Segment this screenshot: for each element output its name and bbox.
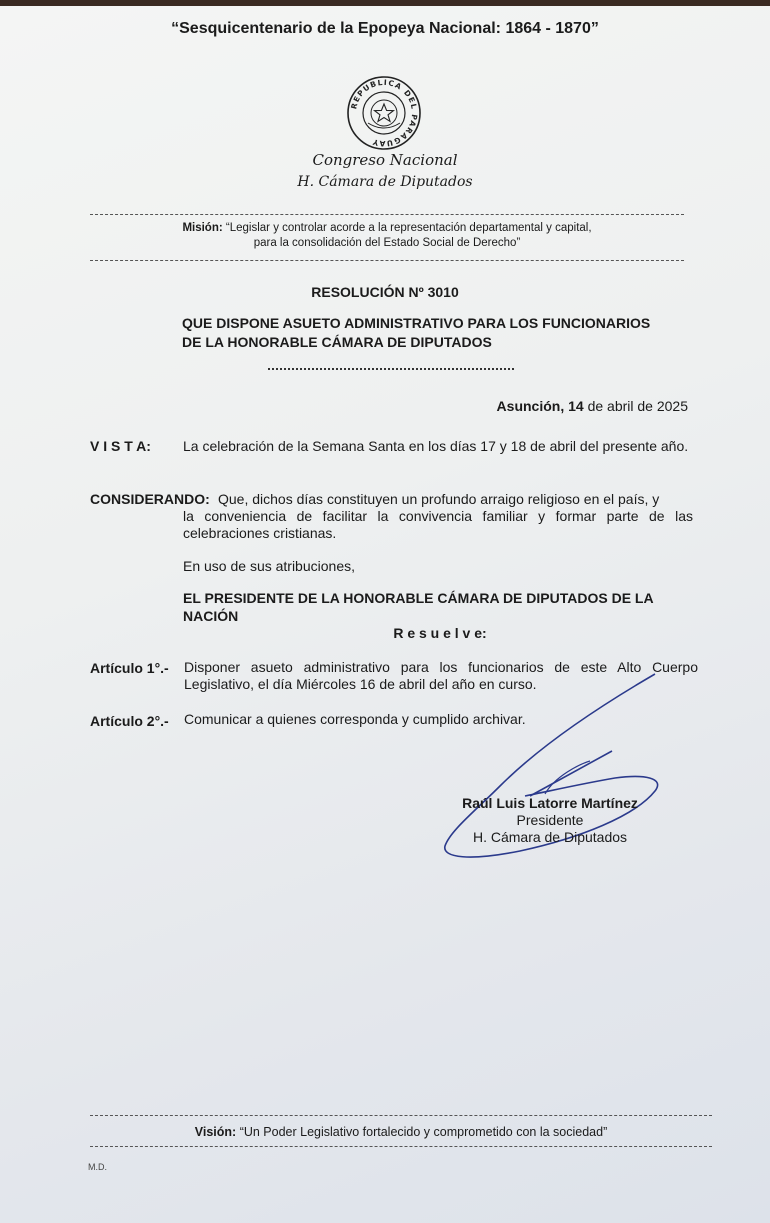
articulo2-label: Artículo 2°.- — [90, 713, 169, 729]
articulo2-text: Comunicar a quienes corresponda y cumplido archivar. — [184, 711, 526, 727]
resolution-number: RESOLUCIÓN Nº 3010 — [311, 284, 459, 300]
mission-label: Misión: — [182, 222, 223, 234]
mission-line1: “Legislar y controlar acorde a la representación departamental y capital, — [225, 222, 592, 234]
divider — [90, 260, 684, 261]
institution-name: Congreso Nacional — [312, 151, 458, 169]
signer-body: H. Cámara de Diputados — [472, 829, 628, 845]
seal-text: REPUBLICA DEL PARAGUAY — [349, 77, 420, 149]
divider — [90, 1115, 712, 1116]
institution-chamber: H. Cámara de Diputados — [297, 174, 473, 190]
initials: M.D. — [88, 1162, 107, 1172]
vision-statement — [90, 1125, 712, 1139]
date-place: Asunción, — [496, 398, 565, 414]
resolution-title — [182, 314, 692, 352]
header-title: “Sesquicentenario de la Epopeya Nacional: 1864 - 1870” — [171, 20, 599, 37]
date-rest: de abril de 2025 — [587, 398, 688, 414]
date-day: 14 — [568, 398, 584, 414]
articulo1-text: Disponer asueto administrativo para los funcionarios de este Alto Cuerpo Legislativo, el día Miércoles 16 de abril del año en curso. — [184, 659, 698, 692]
svg-text:REPUBLICA DEL PARAGUAY — [349, 78, 419, 148]
resuelve-heading: R e s u e l v e: — [393, 625, 487, 641]
vision-label: Visión: — [194, 1125, 237, 1139]
vista-label: V I S T A: — [90, 438, 151, 454]
vista-text: La celebración de la Semana Santa en los días 17 y 18 de abril del presente año. — [183, 438, 689, 454]
mission-line2: para la consolidación del Estado Social de Derecho” — [253, 237, 521, 249]
resolution-title-line2: DE LA HONORABLE CÁMARA DE DIPUTADOS — [182, 334, 492, 350]
considerando-line1: Que, dichos días constituyen un profundo arraigo religioso en el país, y — [218, 491, 660, 507]
resolution-title-line1: QUE DISPONE ASUETO ADMINISTRATIVO PARA LOS FUNCIONARIOS — [182, 315, 651, 331]
presidente-heading: EL PRESIDENTE DE LA HONORABLE CÁMARA DE DIPUTADOS DE LA NACIÓN — [183, 590, 654, 624]
vision-text: “Un Poder Legislativo fortalecido y comprometido con la sociedad” — [239, 1125, 608, 1139]
signer-name: Raúl Luis Latorre Martínez — [462, 795, 638, 811]
dotted-separator — [268, 368, 514, 370]
atribuciones-text: En uso de sus atribuciones, — [183, 558, 355, 574]
signature-block — [430, 795, 670, 846]
divider — [90, 1146, 712, 1147]
national-seal-icon — [346, 75, 422, 151]
document-page — [0, 6, 770, 1223]
date-line — [497, 398, 688, 414]
signer-role: Presidente — [516, 812, 584, 828]
considerando-text: la conveniencia de facilitar la convivencia familiar y formar parte de las celebraciones cristianas. — [183, 508, 693, 541]
articulo1-label: Artículo 1°.- — [90, 660, 169, 676]
considerando-label: CONSIDERANDO: — [90, 491, 210, 507]
mission-statement — [90, 221, 684, 251]
divider — [90, 214, 684, 215]
